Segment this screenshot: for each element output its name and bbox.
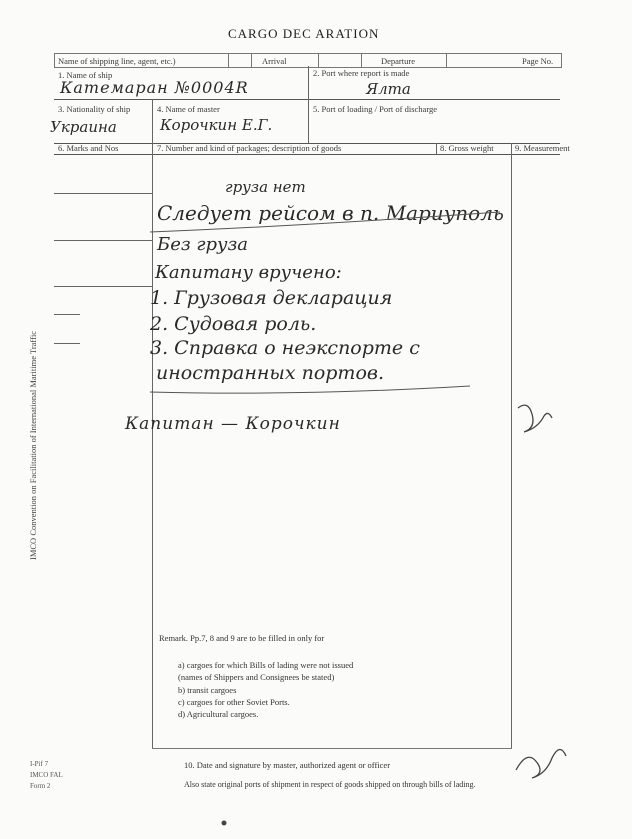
ship-name-value: Катемаран №0004R: [60, 78, 249, 97]
footer-rule: [152, 748, 512, 749]
footer-note: Also state original ports of shipment in respect of goods shipped on through bills of lading.: [184, 780, 476, 789]
gross-weight-label: 8. Gross weight: [440, 143, 494, 153]
marks-label: 6. Marks and Nos: [58, 143, 119, 153]
nationality-label: 3. Nationality of ship: [58, 104, 131, 114]
form-code-2: IMCO FAL: [30, 771, 63, 779]
remark-item-d: d) Agricultural cargoes.: [178, 709, 259, 719]
handwriting-line-3: Без груза: [157, 234, 249, 255]
departure-label: Departure: [381, 56, 415, 66]
ship-name-label: 1. Name of ship: [58, 70, 113, 80]
remark-item-a-note: (names of Shippers and Consignees be stated): [178, 672, 335, 682]
master-name-value: Корочкин Е.Г.: [160, 116, 273, 134]
shipping-line-label: Name of shipping line, agent, etc.): [58, 56, 176, 66]
captain-signature-mark: [518, 405, 552, 432]
form-code-3: Form 2: [30, 782, 51, 790]
form-title: CARGO DEC ARATION: [228, 26, 380, 41]
handwriting-line-2: Следует рейсом в п. Мариуполь: [157, 201, 504, 225]
port-report-label: 2. Port where report is made: [313, 68, 410, 78]
side-convention-text: IMCO Convention on Facilitation of International Maritime Traffic: [28, 330, 38, 560]
nationality-value: Украина: [50, 118, 117, 136]
handwriting-line-7: 3. Справка о неэкспорте с: [150, 337, 420, 359]
handwriting-line-9: Капитан — Корочкин: [125, 414, 341, 434]
master-name-label: 4. Name of master: [157, 104, 220, 114]
measurement-label: 9. Measurement: [515, 143, 570, 153]
remark-item-c: c) cargoes for other Soviet Ports.: [178, 697, 290, 707]
packages-label: 7. Number and kind of packages; description of goods: [157, 143, 342, 153]
handwriting-line-4: Капитану вручено:: [155, 262, 342, 283]
page-no-label: Page No.: [522, 56, 554, 66]
handwriting-line-5: 1. Грузовая декларация: [150, 287, 393, 309]
handwriting-line-6: 2. Судовая роль.: [150, 313, 317, 335]
remark-item-b: b) transit cargoes: [178, 685, 237, 695]
underline-stroke: [150, 386, 470, 393]
remark-intro: Remark. Pp.7, 8 and 9 are to be filled in only for: [159, 633, 325, 643]
handwriting-line-1: груза нет: [225, 178, 306, 196]
underline-stroke: [150, 212, 500, 232]
remark-item-a: a) cargoes for which Bills of lading were not issued: [178, 660, 354, 670]
port-loading-label: 5. Port of loading / Port of discharge: [313, 104, 438, 114]
signature-label: 10. Date and signature by master, authorized agent or officer: [184, 760, 391, 770]
form-code-1: I-Pif 7: [30, 760, 49, 768]
handwriting-line-8: иностранных портов.: [156, 362, 384, 384]
port-report-value: Ялта: [366, 80, 411, 98]
punch-dot: [222, 821, 227, 826]
arrival-label: Arrival: [262, 56, 287, 66]
footer-signature-mark: [516, 749, 566, 778]
